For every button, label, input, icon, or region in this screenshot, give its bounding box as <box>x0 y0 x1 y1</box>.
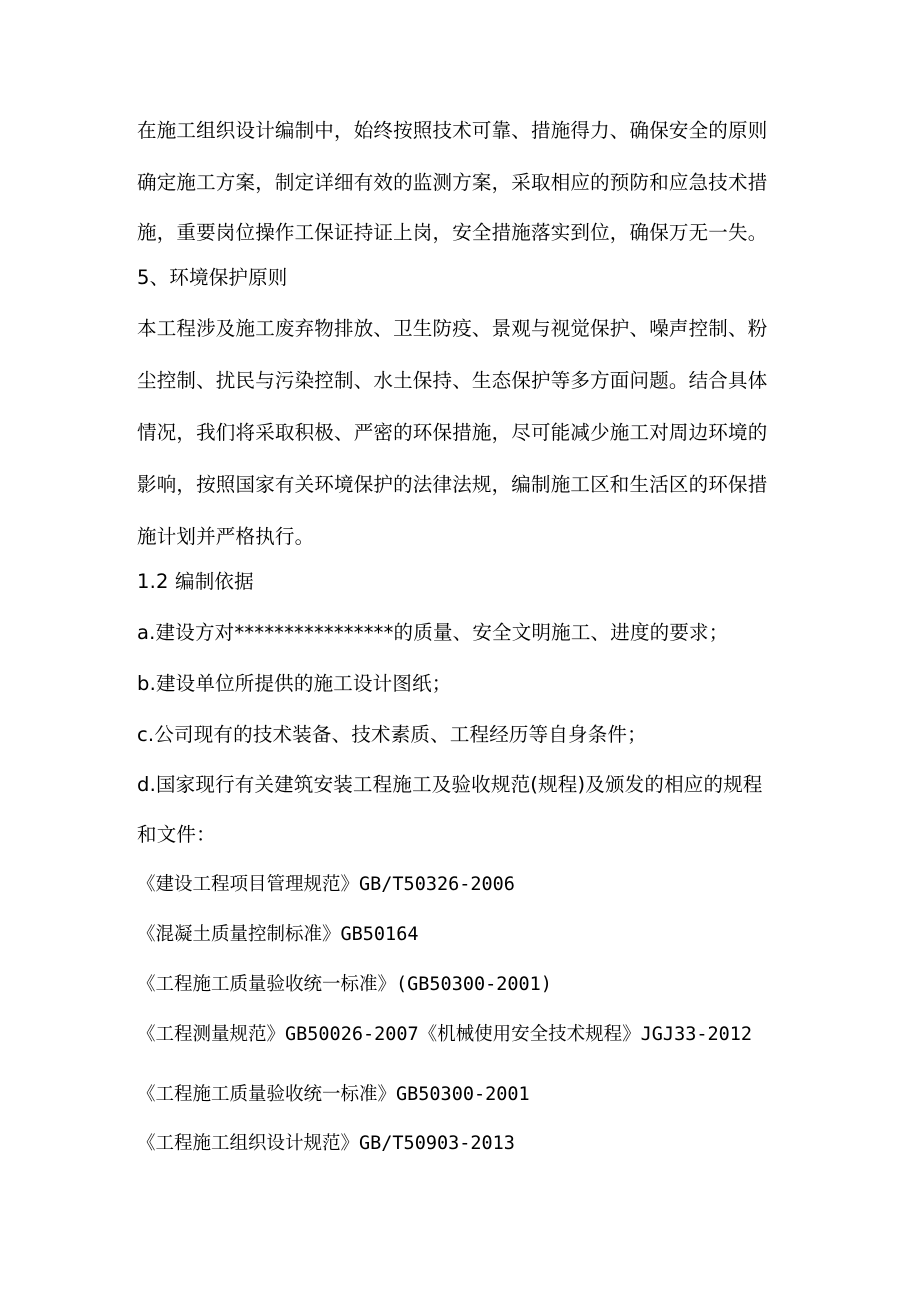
paragraph-line: 确定施工方案，制定详细有效的监测方案，采取相应的预防和应急技术措 <box>137 171 768 194</box>
paragraph-line: 施计划并严格执行。 <box>137 525 315 548</box>
list-item: a.建设方对****************的质量、安全文明施工、进度的要求； <box>137 621 729 644</box>
standard-reference: 《工程施工组织设计规范》GB/T50903-2013 <box>137 1133 515 1154</box>
paragraph-line: 施，重要岗位操作工保证持证上岗，安全措施落实到位，确保万无一失。 <box>137 221 768 244</box>
paragraph-line: 影响，按照国家有关环境保护的法律法规，编制施工区和生活区的环保措 <box>137 473 768 496</box>
standard-reference: 《混凝土质量控制标准》GB50164 <box>137 924 419 945</box>
standard-reference: 《建设工程项目管理规范》GB/T50326-2006 <box>137 874 515 895</box>
paragraph-line: 尘控制、扰民与污染控制、水土保持、生态保护等多方面问题。结合具体 <box>137 369 768 392</box>
list-item: c.公司现有的技术装备、技术素质、工程经历等自身条件； <box>137 723 647 746</box>
paragraph-line: 本工程涉及施工废弃物排放、卫生防疫、景观与视觉保护、噪声控制、粉 <box>137 317 768 340</box>
paragraph-line: 情况，我们将采取积极、严密的环保措施，尽可能减少施工对周边环境的 <box>137 421 768 444</box>
list-item: d.国家现行有关建筑安装工程施工及验收规范(规程)及颁发的相应的规程 <box>137 773 763 796</box>
standard-reference: 《工程施工质量验收统一标准》GB50300-2001 <box>137 1084 530 1105</box>
list-item-continuation: 和文件： <box>137 823 216 846</box>
section-heading: 1.2 编制依据 <box>137 570 254 593</box>
section-heading: 5、环境保护原则 <box>137 266 288 289</box>
list-item: b.建设单位所提供的施工设计图纸； <box>137 672 452 695</box>
paragraph-line: 在施工组织设计编制中，始终按照技术可靠、措施得力、确保安全的原则 <box>137 119 768 142</box>
standard-reference: 《工程测量规范》GB50026-2007《机械使用安全技术规程》JGJ33-2012 <box>137 1024 753 1045</box>
standard-reference: 《工程施工质量验收统一标准》(GB50300-2001) <box>137 974 552 995</box>
